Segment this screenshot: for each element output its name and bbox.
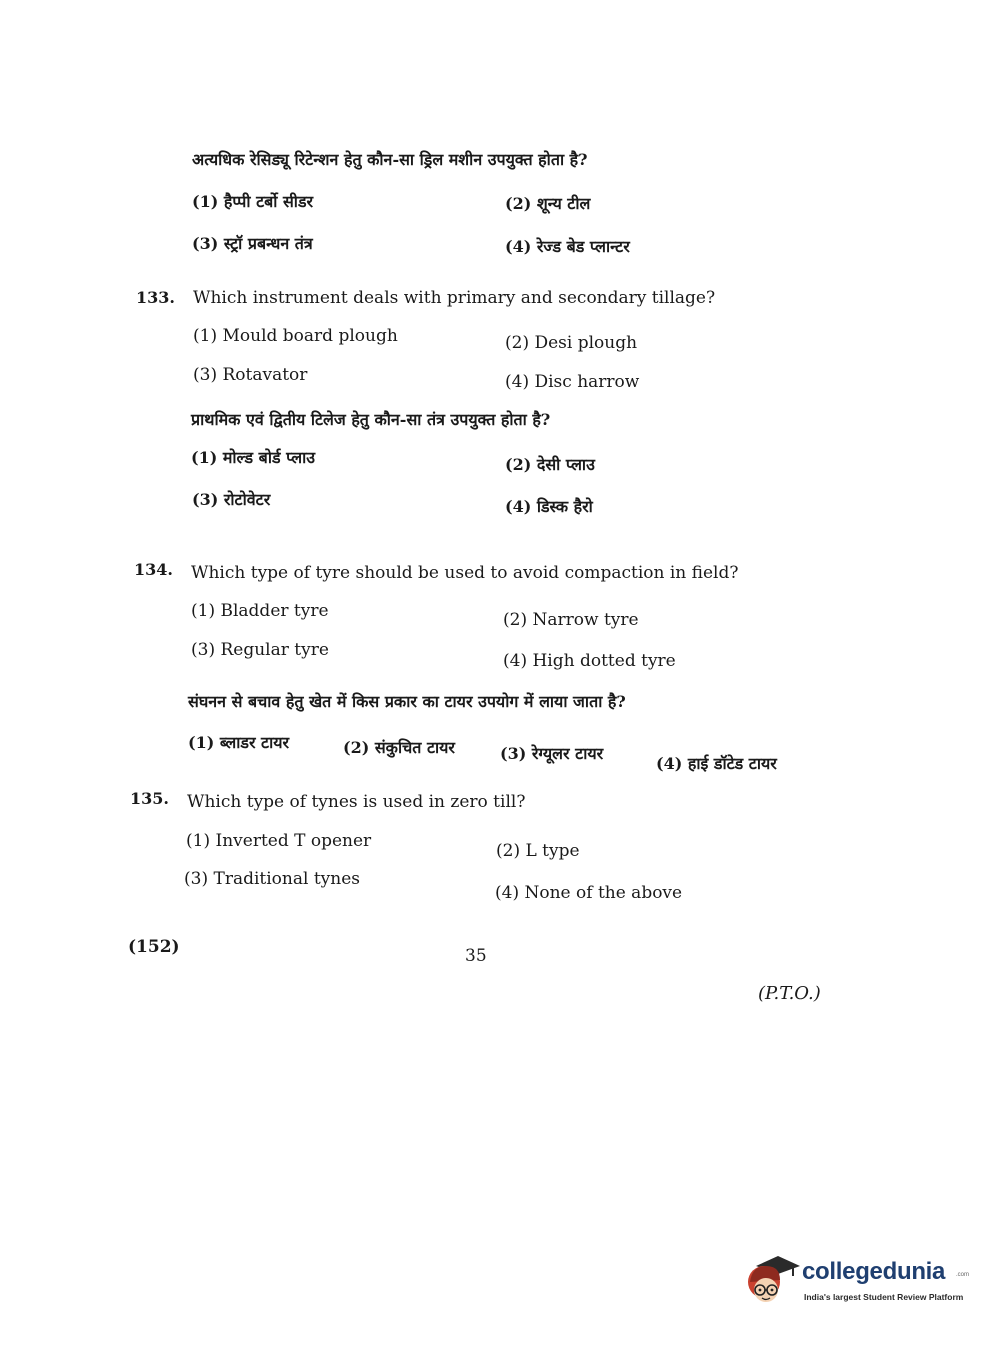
- collegedunia-logo: [742, 1252, 972, 1322]
- q134-hindi-option-1: (1) ब्लाडर टायर: [188, 733, 290, 752]
- q134-hindi-option-4: (4) हाई डॉटेड टायर: [656, 754, 777, 773]
- booklet-code: (152): [128, 937, 180, 957]
- q133-option-3: (3) Rotavator: [193, 365, 308, 385]
- q134-hindi-option-2: (2) संकुचित टायर: [343, 738, 455, 757]
- q134-option-3: (3) Regular tyre: [191, 640, 329, 660]
- mascot-icon: [742, 1252, 802, 1322]
- q132-hindi-option-1: (1) हैप्पी टर्बो सीडर: [192, 192, 314, 211]
- pto-label: (P.T.O.): [758, 983, 821, 1004]
- logo-com-text: .com: [956, 1272, 970, 1278]
- q134-hindi-question: संघनन से बचाव हेतु खेत में किस प्रकार का टायर उपयोग में लाया जाता है?: [188, 692, 626, 711]
- q133-option-4: (4) Disc harrow: [505, 372, 640, 392]
- q134-option-2: (2) Narrow tyre: [503, 610, 639, 630]
- q134-hindi-option-3: (3) रेग्यूलर टायर: [500, 744, 604, 763]
- q132-hindi-option-3: (3) स्ट्रॉ प्रबन्धन तंत्र: [192, 234, 313, 253]
- q135-number: 135.: [130, 789, 169, 808]
- q135-question: Which type of tynes is used in zero till?: [187, 792, 526, 812]
- q134-question: Which type of tyre should be used to avoid compaction in field?: [191, 563, 739, 583]
- q135-option-1: (1) Inverted T opener: [186, 831, 372, 851]
- q132-hindi-option-4: (4) रेज्ड बेड प्लान्टर: [505, 237, 630, 256]
- q132-hindi-question: अत्यधिक रेसिड्यू रिटेन्शन हेतु कौन-सा ड्रिल मशीन उपयुक्त होता है?: [192, 150, 588, 169]
- q135-option-2: (2) L type: [496, 841, 580, 861]
- q133-hindi-option-1: (1) मोल्ड बोर्ड प्लाउ: [191, 448, 316, 467]
- q135-option-4: (4) None of the above: [495, 883, 683, 903]
- q132-hindi-option-2: (2) शून्य टील: [505, 194, 591, 213]
- q133-number: 133.: [136, 288, 175, 307]
- logo-tagline: India's largest Student Review Platform: [804, 1292, 964, 1302]
- q135-option-3: (3) Traditional tynes: [184, 869, 361, 889]
- q134-number: 134.: [134, 560, 173, 579]
- q134-option-1: (1) Bladder tyre: [191, 601, 329, 621]
- q133-question: Which instrument deals with primary and secondary tillage?: [193, 288, 716, 308]
- q133-hindi-option-3: (3) रोटोवेटर: [192, 490, 271, 509]
- q133-option-1: (1) Mould board plough: [193, 326, 398, 346]
- q133-hindi-option-2: (2) देसी प्लाउ: [505, 455, 595, 474]
- q133-option-2: (2) Desi plough: [505, 333, 638, 353]
- q133-hindi-option-4: (4) डिस्क हैरो: [505, 497, 593, 516]
- logo-brand-text: collegedunia: [802, 1258, 946, 1285]
- q133-hindi-question: प्राथमिक एवं द्वितीय टिलेज हेतु कौन-सा तंत्र उपयुक्त होता है?: [191, 410, 551, 429]
- q134-option-4: (4) High dotted tyre: [503, 651, 676, 671]
- page-number: 35: [465, 946, 487, 966]
